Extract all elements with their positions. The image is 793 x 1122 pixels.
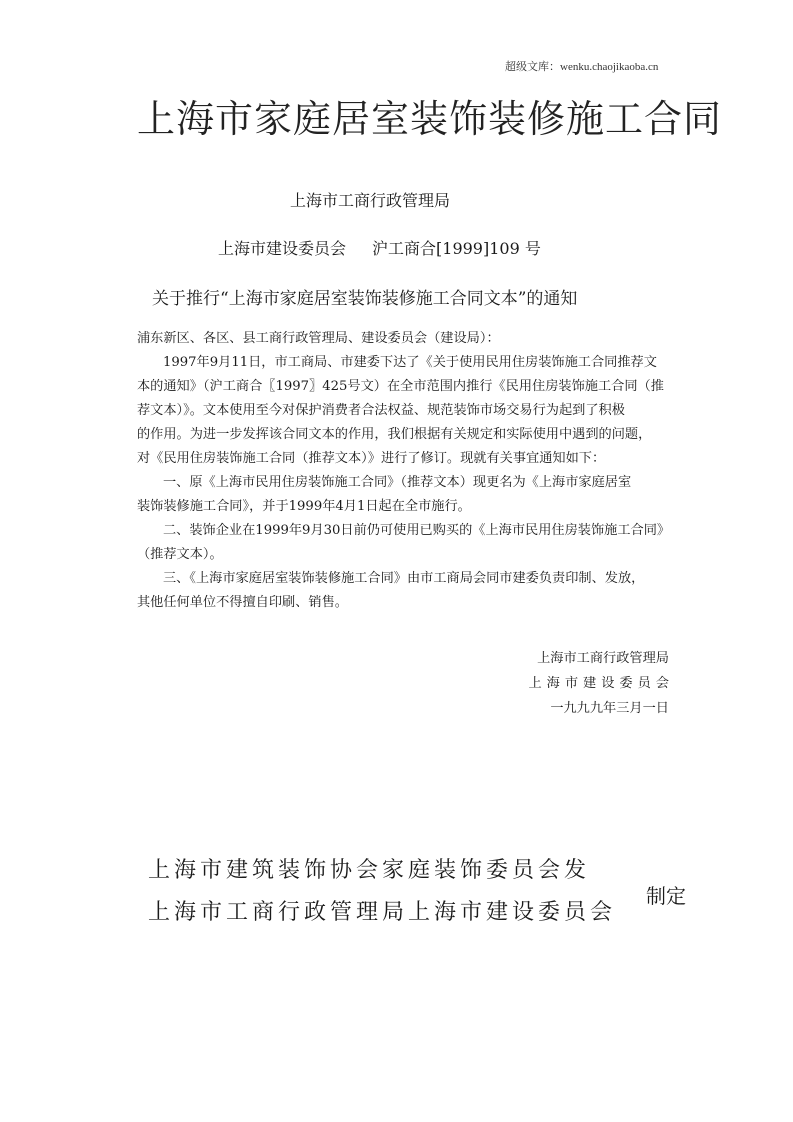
body-line: 本的通知》（沪工商合〖1997〗425号文）在全市范围内推行《民用住房装饰施工合同（推 <box>137 379 664 394</box>
body-line: 1997年9月11日，市工商局、市建委下达了《关于使用民用住房装饰施工合同推荐文 <box>163 355 657 370</box>
document-title: 上海市家庭居室装饰装修施工合同 <box>137 97 723 141</box>
signature-org-1: 上海市工商行政管理局 <box>537 651 669 666</box>
signature-org-2: 上海市建设委员会 <box>528 676 674 691</box>
watermark-text: 超级文库：wenku.chaojikaoba.cn <box>505 61 659 73</box>
body-item-3: 三、《上海市家庭居室装饰装修施工合同》由市工商局会同市建委负责印制、发放， <box>163 571 645 586</box>
footer-issuer-line-2: 上海市工商行政管理局上海市建设委员会 <box>148 900 617 925</box>
body-line: 装饰装修施工合同》，并于1999年4月1日起在全市施行。 <box>137 499 471 514</box>
footer-enacted-label: 制定 <box>646 884 686 908</box>
issuer-line-1: 上海市工商行政管理局 <box>290 191 451 210</box>
document-number: 沪工商合[1999]109 号 <box>372 239 541 258</box>
body-line: 的作用。为进一步发挥该合同文本的作用，我们根据有关规定和实际使用中遇到的问题， <box>137 427 652 442</box>
body-line: 荐文本）》。文本使用至今对保护消费者合法权益、规范装饰市场交易行为起到了积极 <box>137 403 625 418</box>
body-salutation: 浦东新区、各区、县工商行政管理局、建设委员会（建设局）： <box>137 331 500 346</box>
body-line: （推荐文本）。 <box>137 547 223 562</box>
issuer-line-2 <box>218 236 541 259</box>
footer-issuer-line-1: 上海市建筑装饰协会家庭装饰委员会发 <box>148 858 591 883</box>
body-item-2: 二、装饰企业在1999年9月30日前仍可使用已购买的《上海市民用住房装饰施工合同》 <box>163 523 671 538</box>
issuer-org: 上海市建设委员会 <box>218 239 347 258</box>
body-item-1: 一、原《上海市民用住房装饰施工合同》（推荐文本）现更名为《上海市家庭居室 <box>163 475 632 490</box>
signature-date: 一九九九年三月一日 <box>550 701 669 716</box>
notice-body <box>137 327 677 615</box>
body-line: 其他任何单位不得擅自印刷、销售。 <box>137 595 348 610</box>
body-line: 对《民用住房装饰施工合同（推荐文本）》进行了修订。现就有关事宜通知如下： <box>137 451 606 466</box>
notice-title: 关于推行“上海市家庭居室装饰装修施工合同文本”的通知 <box>152 289 578 309</box>
